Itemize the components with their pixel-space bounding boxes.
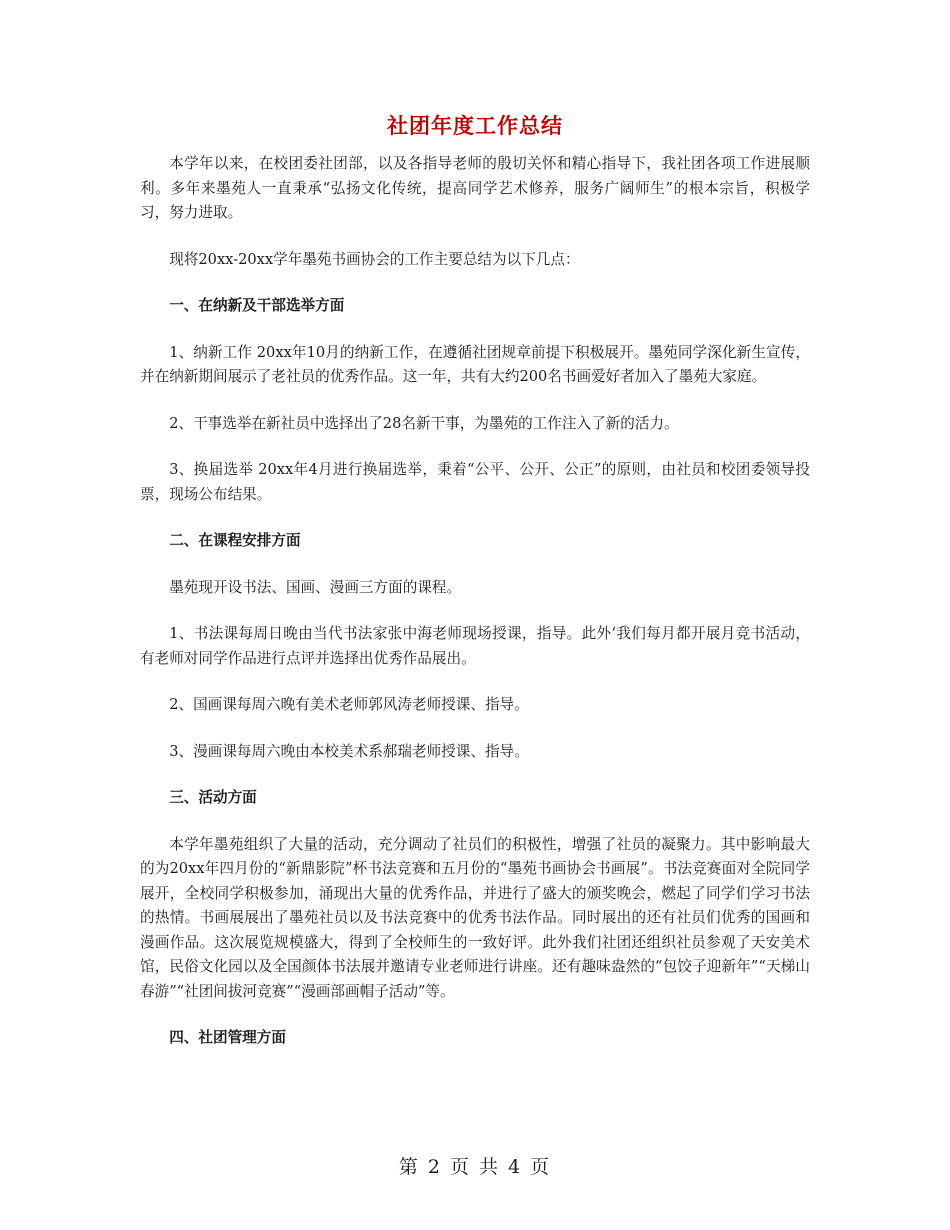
paragraph-activities: 本学年墨苑组织了大量的活动，充分调动了社员们的积极性，增强了社员的凝聚力。其中影响最大的为20xx年四月份的“新鼎影院”杯书法竞赛和五月份的“墨苑书画协会书画展”。书法竞赛面对全院同学展开，全校同学积极参加，涌现出大量的优秀作品，并进行了盛大的颁奖晚会，燃起了同学们学习书法的热情。书画展展出了墨苑社员以及书法竞赛中的优秀书法作品。同时展出的还有社员们优秀的国画和漫画作品。这次展览规模盛大，得到了全校师生的一致好评。此外我们社团还组织社员参观了天安美术馆，民俗文化园以及全国颜体书法展并邀请专业老师进行讲座。还有趣味盎然的“包饺子迎新年”“天梯山春游”“社团间拔河竞赛”“漫画部画帽子活动”等。 <box>140 835 810 1000</box>
paragraph-officer-selection: 2、干事选举在新社员中选择出了28名新干事，为墨苑的工作注入了新的活力。 <box>169 414 679 432</box>
paragraph-intro: 本学年以来，在校团委社团部，以及各指导老师的殷切关怀和精心指导下，我社团各项工作进展顺利。多年来墨苑人一直秉承“弘扬文化传统，提高同学艺术修养，服务广阔师生”的根本宗旨，积极学习，努力进取。 <box>140 155 810 221</box>
section-heading-recruitment: 一、在纳新及干部选举方面 <box>169 297 345 314</box>
paragraph-courses-intro: 墨苑现开设书法、国画、漫画三方面的课程。 <box>169 578 462 596</box>
section-heading-courses: 二、在课程安排方面 <box>169 532 301 549</box>
section-heading-activities: 三、活动方面 <box>169 789 257 806</box>
paragraph-comic-course: 3、漫画课每周六晚由本校美术系郝瑞老师授课、指导。 <box>169 742 529 760</box>
paragraph-recruitment: 1、纳新工作 20xx年10月的纳新工作，在遵循社团规章前提下积极展开。墨苑同学深化新生宣传，并在纳新期间展示了老社员的优秀作品。这一年，共有大约200名书画爱好者加入了墨苑大家庭。 <box>140 343 810 385</box>
page-footer: 第 2 页 共 4 页 <box>398 1156 552 1178</box>
paragraph-calligraphy-course: 1、书法课每周日晚由当代书法家张中海老师现场授课，指导。此外‘我们每月都开展月竞书活动，有老师对同学作品进行点评并选择出优秀作品展出。 <box>140 625 810 667</box>
paragraph-summary-lead: 现将20xx-20xx学年墨苑书画协会的工作主要总结为以下几点： <box>169 250 580 268</box>
section-heading-management: 四、社团管理方面 <box>169 1029 286 1046</box>
paragraph-painting-course: 2、国画课每周六晚有美术老师郭风涛老师授课、指导。 <box>169 696 529 713</box>
document-title: 社团年度工作总结 <box>387 113 563 138</box>
document-body <box>140 152 810 1073</box>
paragraph-election: 3、换届选举 20xx年4月进行换届选举，秉着“公平、公开、公正”的原则，由社员和校团委领导投票，现场公布结果。 <box>140 461 810 503</box>
